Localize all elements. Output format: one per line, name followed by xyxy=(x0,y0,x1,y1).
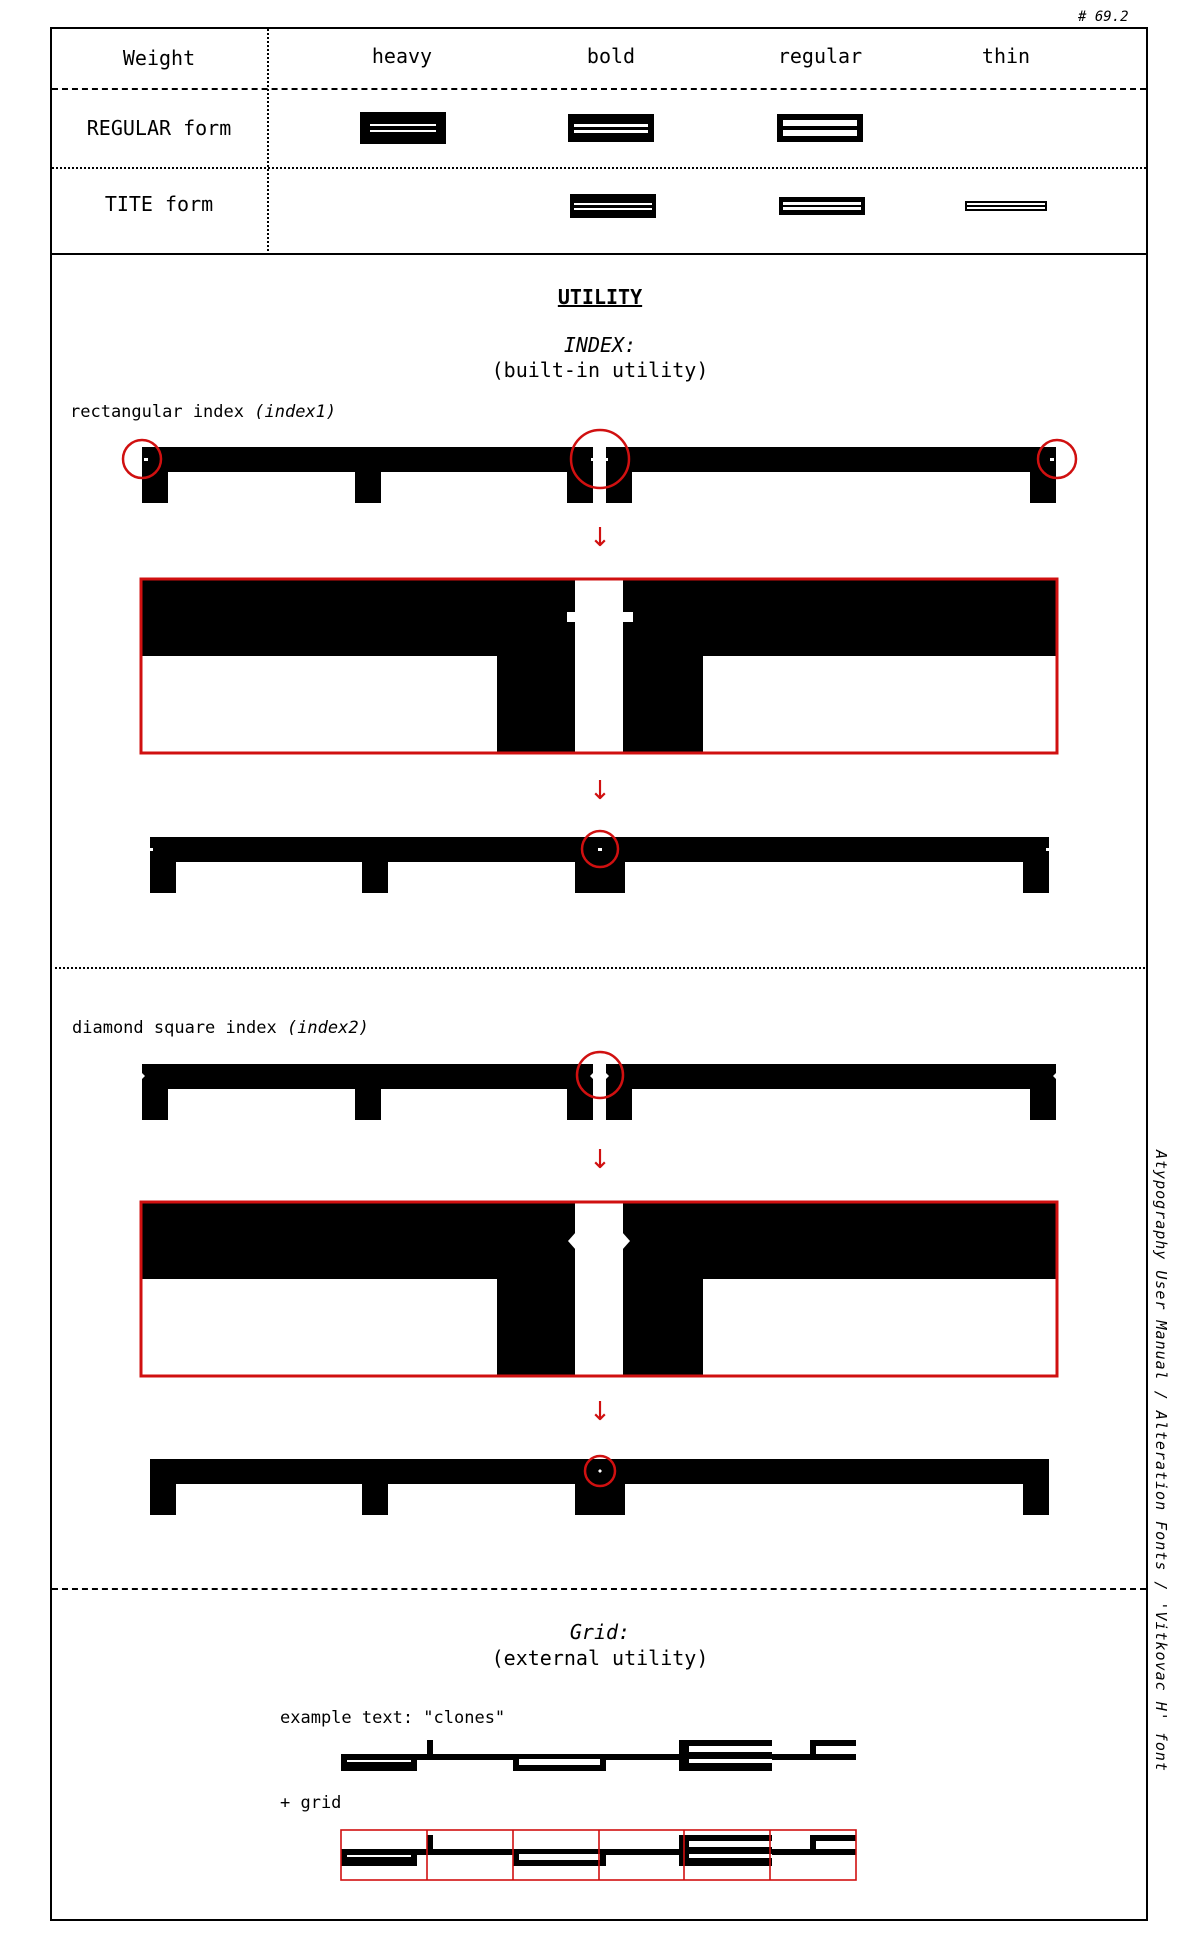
example-text-label: example text: "clones" xyxy=(280,1708,506,1728)
index-title: INDEX: xyxy=(563,333,637,357)
section-divider xyxy=(55,967,1145,969)
diamond-index-label xyxy=(72,1018,369,1038)
grid-title: Grid: xyxy=(569,1620,631,1644)
grid-section-divider xyxy=(52,1588,1146,1590)
grid-label: + grid xyxy=(280,1793,342,1813)
rectangular-zoom-box xyxy=(141,579,1057,753)
grid-subtitle: (external utility) xyxy=(491,1646,709,1670)
page-number: # 69.2 xyxy=(1078,9,1129,25)
index-subtitle: (built-in utility) xyxy=(491,358,709,382)
column-thin: thin xyxy=(981,44,1031,68)
manual-side-label: Atypography User Manual / Alteration Fonts / 'Vitkovac H' font xyxy=(1152,1150,1170,1772)
weight-header: Weight xyxy=(122,46,196,70)
diamond-zoom-box xyxy=(141,1202,1057,1376)
diamond-index-code: (index2) xyxy=(286,1018,369,1038)
column-bold: bold xyxy=(586,44,636,68)
arrow-down-icon: ↓ xyxy=(589,776,611,806)
clones-example xyxy=(341,1740,856,1771)
utility-title: UTILITY xyxy=(557,285,643,309)
column-heavy: heavy xyxy=(371,44,433,68)
diamond-bar-original xyxy=(142,1064,1056,1120)
diamond-index-name: diamond square index xyxy=(72,1018,277,1038)
arrow-down-icon: ↓ xyxy=(589,1397,611,1427)
row-label-regular-form: REGULAR form xyxy=(86,116,232,140)
clones-example-grid xyxy=(341,1830,856,1880)
arrow-down-icon: ↓ xyxy=(589,523,611,553)
row-label-tite-form: TITE form xyxy=(104,192,214,216)
rectangular-bar-original xyxy=(142,447,1056,503)
rectangular-index-code: (index1) xyxy=(254,402,337,422)
rectangular-bar-result xyxy=(150,837,1049,893)
rectangular-index-name: rectangular index xyxy=(70,402,244,422)
column-regular: regular xyxy=(777,44,863,68)
arrow-down-icon: ↓ xyxy=(589,1145,611,1175)
